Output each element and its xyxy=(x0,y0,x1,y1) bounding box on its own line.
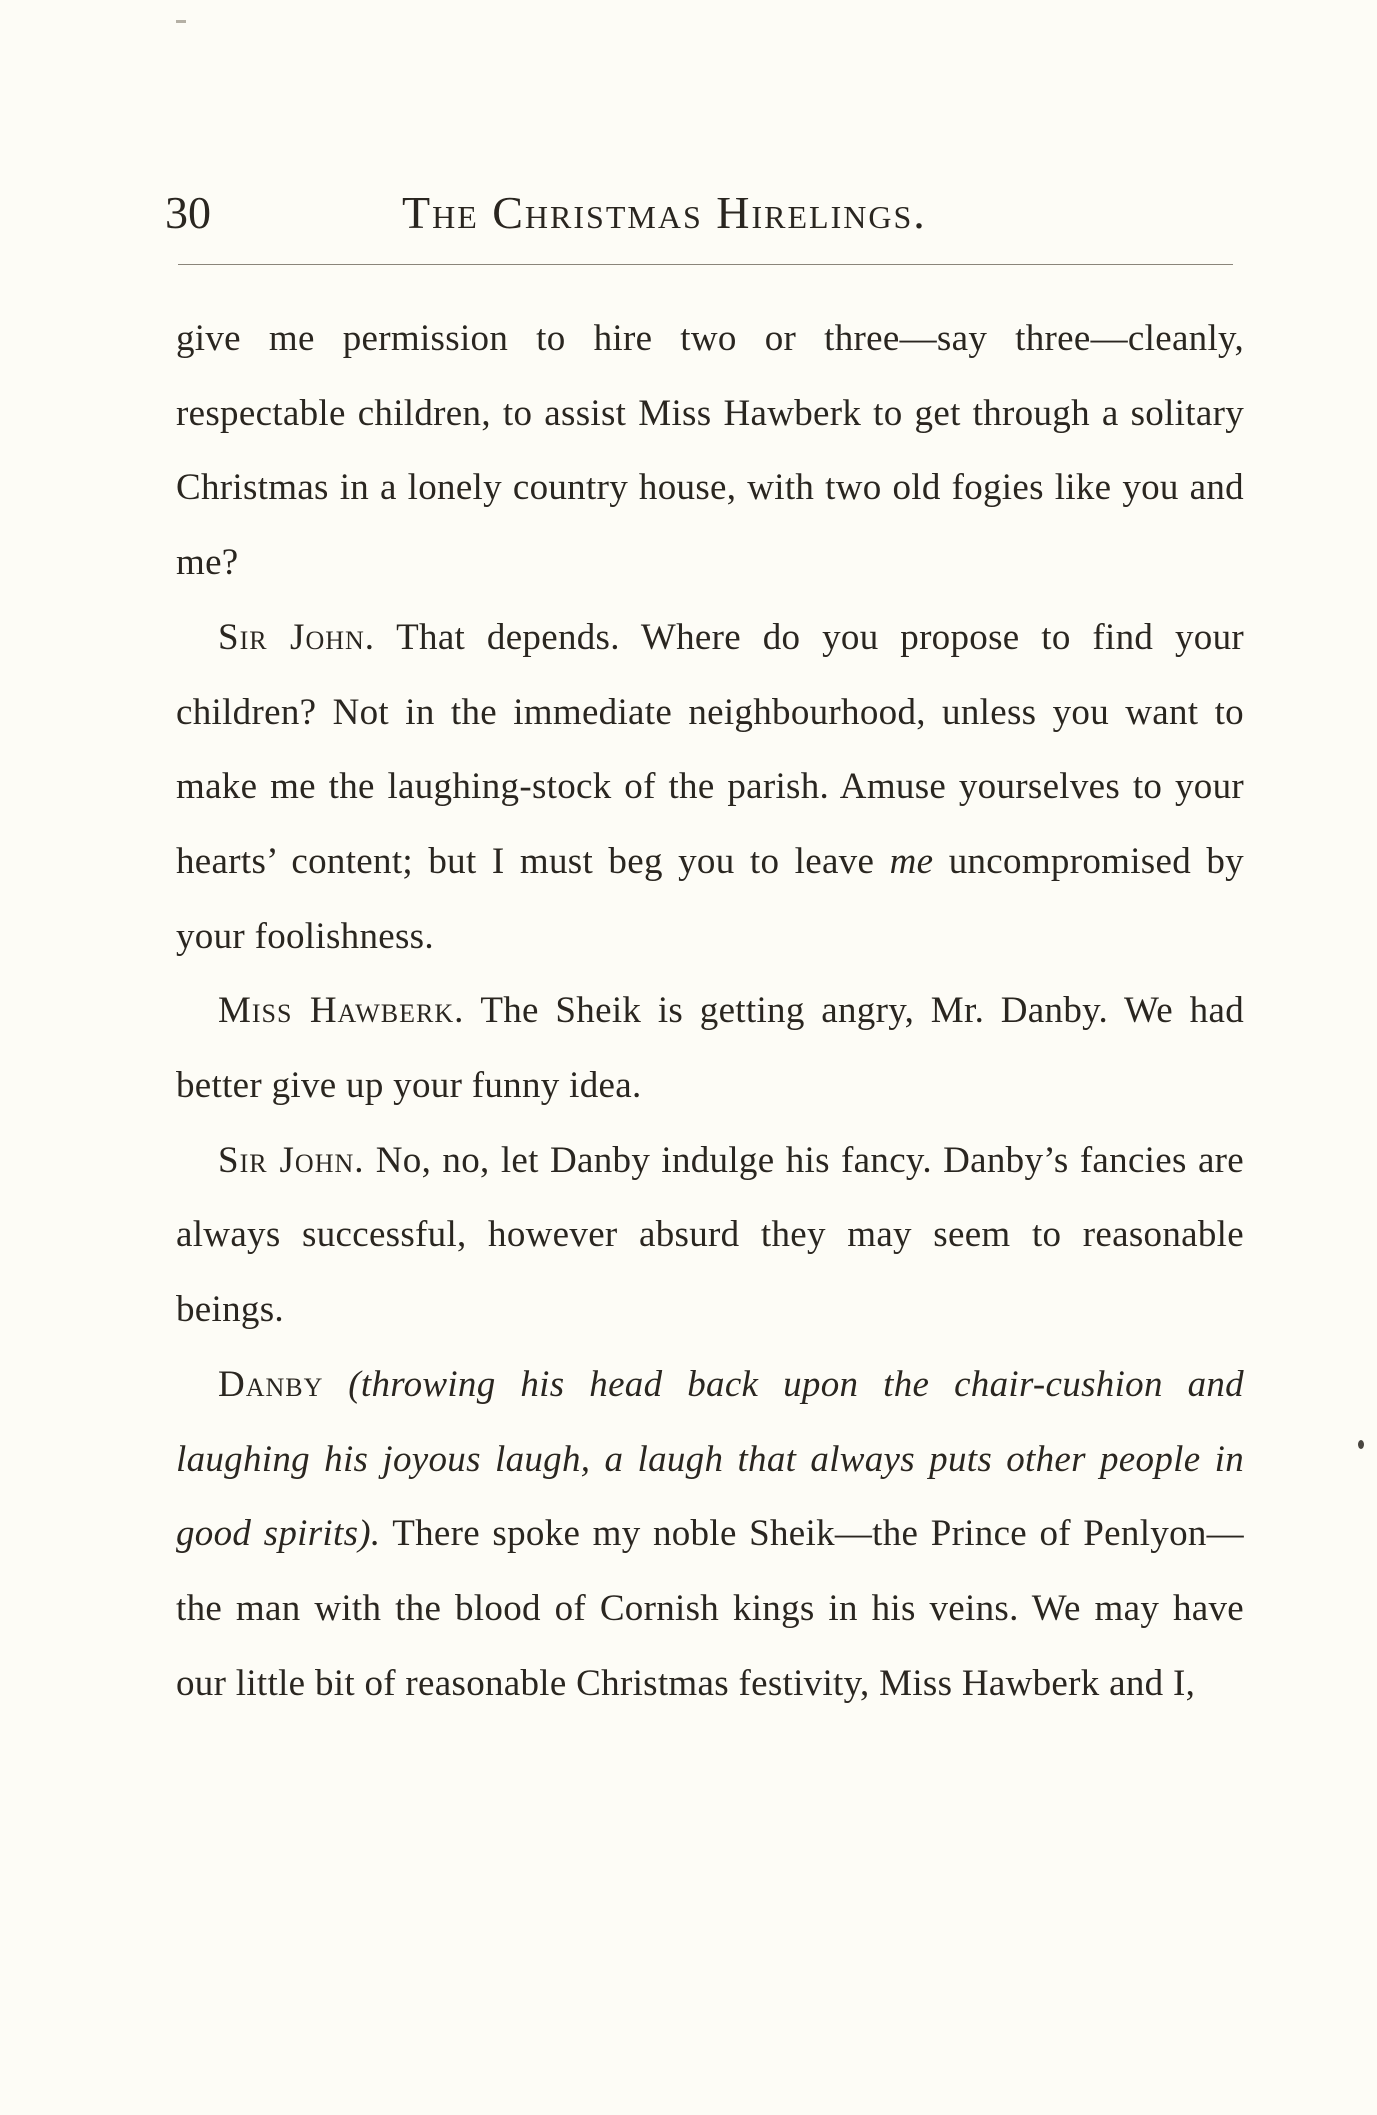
page-header xyxy=(165,178,1245,248)
speaker-name: Sir John. xyxy=(218,616,376,658)
stage-direction: (throwing his head back upon the chair-cushion and laughing his joyous laugh, a laugh that always puts other people in good spirits). xyxy=(176,1363,1244,1555)
speaker-name: Sir John. xyxy=(218,1139,365,1181)
paragraph-text: That depends. Where do you propose to find your children? Not in the immediate neighbourhood, unless you want to make me the laughing-stock of the parish. Amuse yourselves to your hearts’ content; but I must beg you to leave xyxy=(176,616,1245,882)
paragraph-text: There spoke my noble Sheik—the Prince of Penlyon—the man with the blood of Cornish kings in his veins. We may have our little bit of reasonable Christmas festivity, Miss Hawberk and I, xyxy=(176,1513,1244,1704)
ink-speck xyxy=(1358,1440,1364,1449)
paragraph-sir-john-1 xyxy=(176,601,1244,975)
body-text xyxy=(176,302,1244,1721)
ink-mark xyxy=(176,20,186,23)
speaker-name: Miss Hawberk. xyxy=(218,990,465,1032)
emphasis-text: me xyxy=(889,840,934,882)
header-rule xyxy=(178,264,1233,265)
paragraph-text: No, no, let Danby indulge his fancy. Danby’s fancies are always successful, however absurd they may seem to reasonable beings. xyxy=(176,1139,1245,1331)
running-title: The Christmas Hirelings. xyxy=(402,187,927,238)
paragraph-text: The Sheik is getting angry, Mr. Danby. We had better give up your funny idea. xyxy=(176,990,1244,1107)
speaker-name: Danby xyxy=(218,1363,324,1405)
paragraph-continued xyxy=(176,302,1244,601)
paragraph-danby xyxy=(176,1348,1244,1722)
paragraph-miss-hawberk xyxy=(176,974,1244,1123)
paragraph-sir-john-2 xyxy=(176,1124,1244,1348)
paragraph-text: uncompromised by your foolishness. xyxy=(176,840,1244,957)
page-number: 30 xyxy=(165,187,211,238)
paragraph-text: give me permission to hire two or three—say three—cleanly, respectable children, to assist Miss Hawberk to get through a solitary Christmas in a lonely country house, with two old fogies like you and me? xyxy=(176,318,1244,584)
